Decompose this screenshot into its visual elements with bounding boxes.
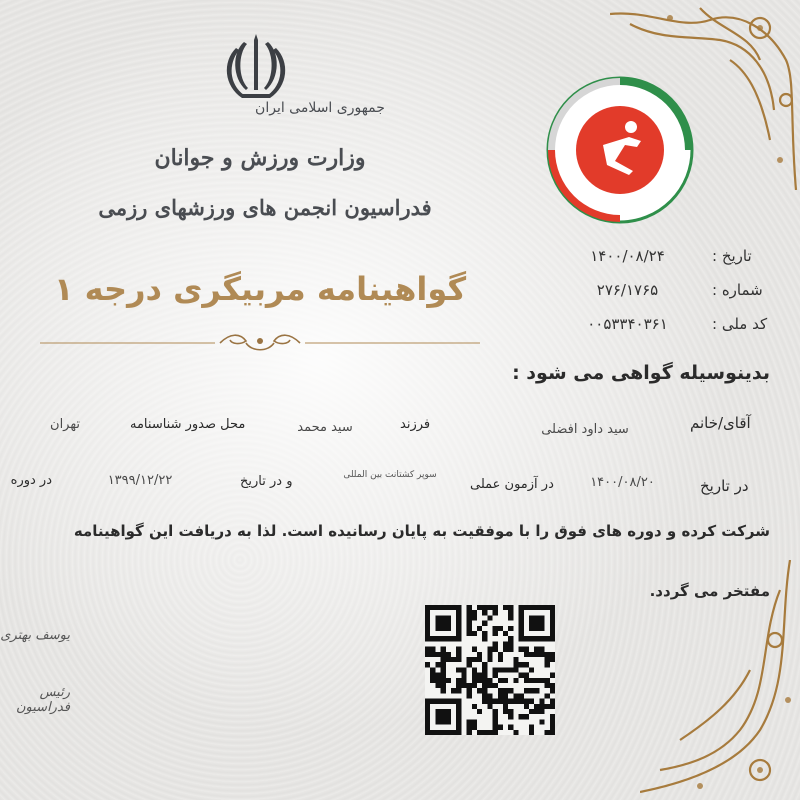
top-right-corner-ornament: [610, 0, 800, 190]
republic-text: جمهوری اسلامی ایران: [255, 100, 385, 116]
completion-text: شرکت کرده و دوره های فوق را با موفقیت به پایان رسانیده است. لذا به دریافت این گواهینامه: [73, 522, 770, 540]
in-course-label: در دوره: [10, 473, 52, 488]
father-name: سید محمد: [297, 420, 353, 435]
issue-place-value: تهران: [50, 417, 80, 432]
child-of-label: فرزند: [400, 417, 431, 432]
national-id-label: کد ملی :: [712, 315, 768, 333]
issue-place-label: محل صدور شناسنامه: [130, 417, 246, 432]
holder-name: سید داود افضلی: [541, 422, 629, 437]
signatory-title: رئیس فدراسیون: [15, 685, 70, 715]
number-value: ۲۷۶/۱۷۶۵: [596, 281, 659, 299]
title-divider-ornament: [40, 330, 480, 356]
mr-mrs-label: آقای/خانم: [690, 414, 751, 432]
exam-label: در آزمون عملی: [470, 477, 554, 492]
federation-text: فدراسیون انجمن های ورزشهای رزمی: [98, 195, 432, 220]
signatory-name: یوسف بهتری: [0, 628, 70, 643]
and-date-label: و در تاریخ: [240, 474, 293, 489]
ministry-text: وزارت ورزش و جوانان: [154, 145, 366, 171]
on-date-value: ۱۴۰۰/۰۸/۲۰: [590, 475, 655, 490]
date-value: ۱۴۰۰/۰۸/۲۴: [590, 247, 665, 265]
on-date-label: در تاریخ: [700, 477, 749, 495]
certificate-title: گواهینامه مربیگری درجه ۱: [53, 270, 467, 308]
date-label: تاریخ :: [712, 247, 752, 265]
bottom-right-corner-ornament: [640, 560, 800, 800]
course-value: سوپر کشتانت بین المللی: [343, 470, 437, 480]
honored-text: مفتخر می گردد.: [649, 582, 770, 600]
national-id-value: ۰۰۵۳۳۴۰۳۶۱: [587, 315, 668, 333]
certify-heading: بدینوسیله گواهی می شود :: [512, 362, 770, 384]
qr-code[interactable]: [425, 605, 555, 735]
and-date-value: ۱۳۹۹/۱۲/۲۲: [107, 473, 173, 488]
number-label: شماره :: [712, 281, 763, 299]
